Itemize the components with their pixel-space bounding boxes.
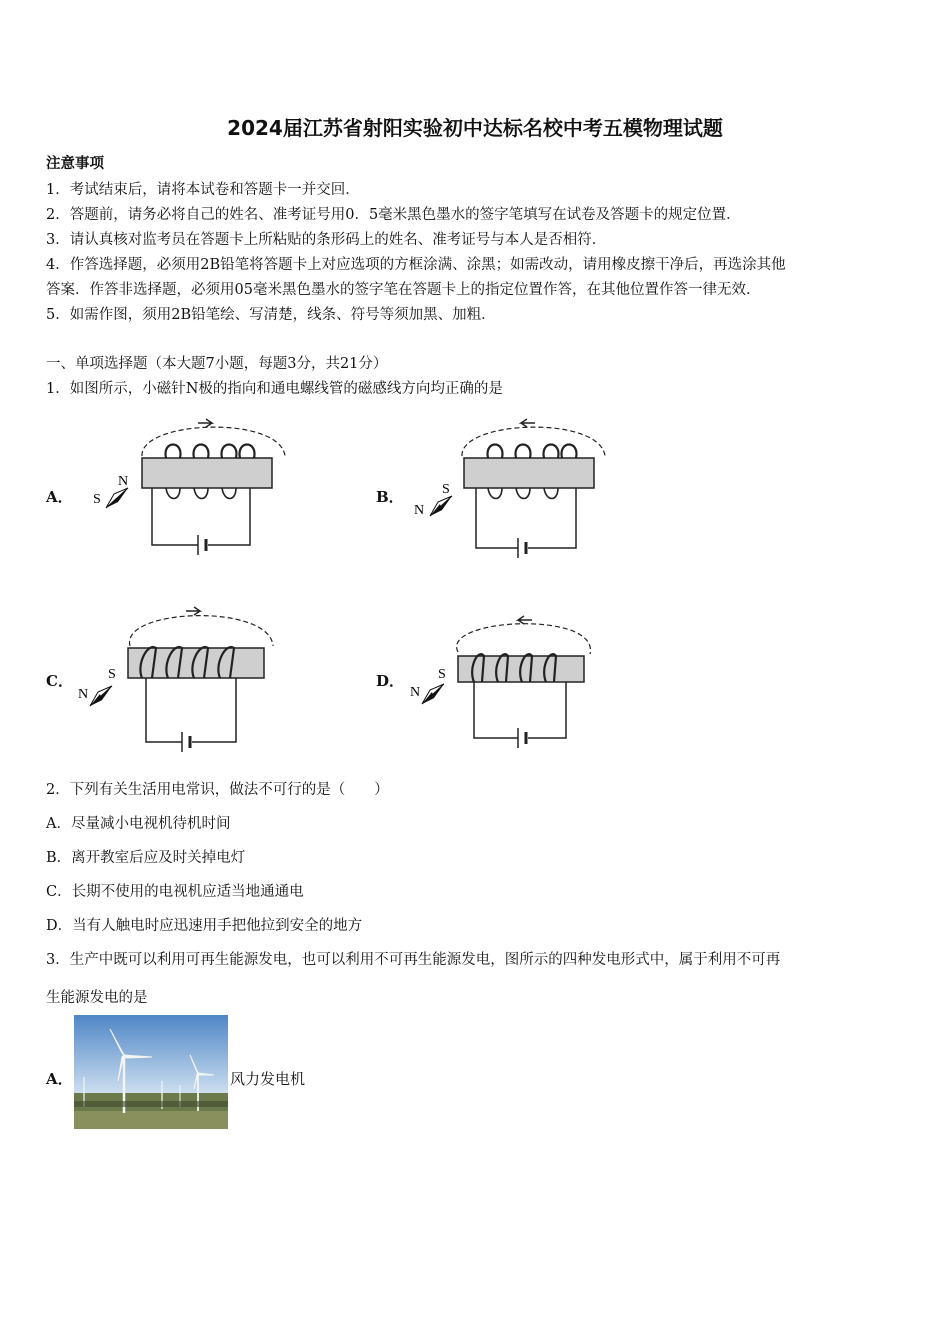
q2-option: D．当有人触电时应迅速用手把他拉到安全的地方 xyxy=(46,918,363,934)
wind-turbine-photo xyxy=(74,1015,228,1129)
notice-heading: 注意事项 xyxy=(46,155,104,172)
question-3-stem-cont: 生能源发电的是 xyxy=(46,990,148,1006)
q2-option: B．离开教室后应及时关掉电灯 xyxy=(46,850,246,866)
notice-item: 1．考试结束后，请将本试卷和答题卡一并交回． xyxy=(46,182,360,198)
q1-c-pole-s: S xyxy=(108,667,116,682)
q1-option-a-label: A． xyxy=(46,488,73,506)
notice-item: 5．如需作图，须用2B铅笔绘、写清楚，线条、符号等须加黑、加粗． xyxy=(46,307,496,323)
q3-option-a-caption: 风力发电机 xyxy=(230,1070,306,1088)
q1-option-d-label: D． xyxy=(376,672,405,690)
question-1-stem: 1．如图所示，小磁针N极的指向和通电螺线管的磁感线方向均正确的是 xyxy=(46,381,503,397)
q1-option-d-figure xyxy=(400,600,620,760)
q1-option-b-label: B． xyxy=(376,488,404,506)
notice-item: 答案．作答非选择题，必须用05毫米黑色墨水的签字笔在答题卡上的指定位置作答，在其他位置作答一律无效． xyxy=(46,282,761,298)
page-title: 2024届江苏省射阳实验初中达标名校中考五模物理试题 xyxy=(227,116,723,140)
notice-item: 2．答题前，请务必将自己的姓名、准考证号用0．5毫米黑色墨水的签字笔填写在试卷及答题卡的规定位置． xyxy=(46,207,741,223)
question-2-stem: 2．下列有关生活用电常识，做法不可行的是（ ） xyxy=(46,782,389,798)
q1-b-pole-s: S xyxy=(442,482,450,497)
q1-option-b-figure xyxy=(400,410,620,560)
question-3-stem: 3．生产中既可以利用可再生能源发电，也可以利用不可再生能源发电，图所示的四种发电形式中，属于利用不可再 xyxy=(46,952,781,968)
q1-c-pole-n: N xyxy=(78,687,89,702)
q1-option-c-label: C． xyxy=(46,672,73,690)
q1-a-pole-n: N xyxy=(118,474,129,489)
notice-item: 4．作答选择题，必须用2B铅笔将答题卡上对应选项的方框涂满、涂黑；如需改动，请用橡皮擦干净后，再选涂其他 xyxy=(46,257,786,273)
q1-option-c-figure xyxy=(70,598,290,758)
q1-d-pole-s: S xyxy=(438,667,446,682)
notice-item: 3．请认真核对监考员在答题卡上所粘贴的条形码上的姓名、准考证号与本人是否相符． xyxy=(46,232,607,248)
section-heading: 一、单项选择题（本大题7小题，每题3分，共21分） xyxy=(46,356,388,372)
q2-option: A．尽量减小电视机待机时间 xyxy=(46,816,231,832)
q1-d-pole-n: N xyxy=(410,685,421,700)
q1-b-pole-n: N xyxy=(414,503,425,518)
q1-option-a-figure xyxy=(80,410,300,560)
q2-option: C．长期不使用的电视机应适当地通通电 xyxy=(46,884,304,900)
q3-option-a-label: A． xyxy=(46,1070,73,1088)
q1-a-pole-s: S xyxy=(93,492,101,507)
